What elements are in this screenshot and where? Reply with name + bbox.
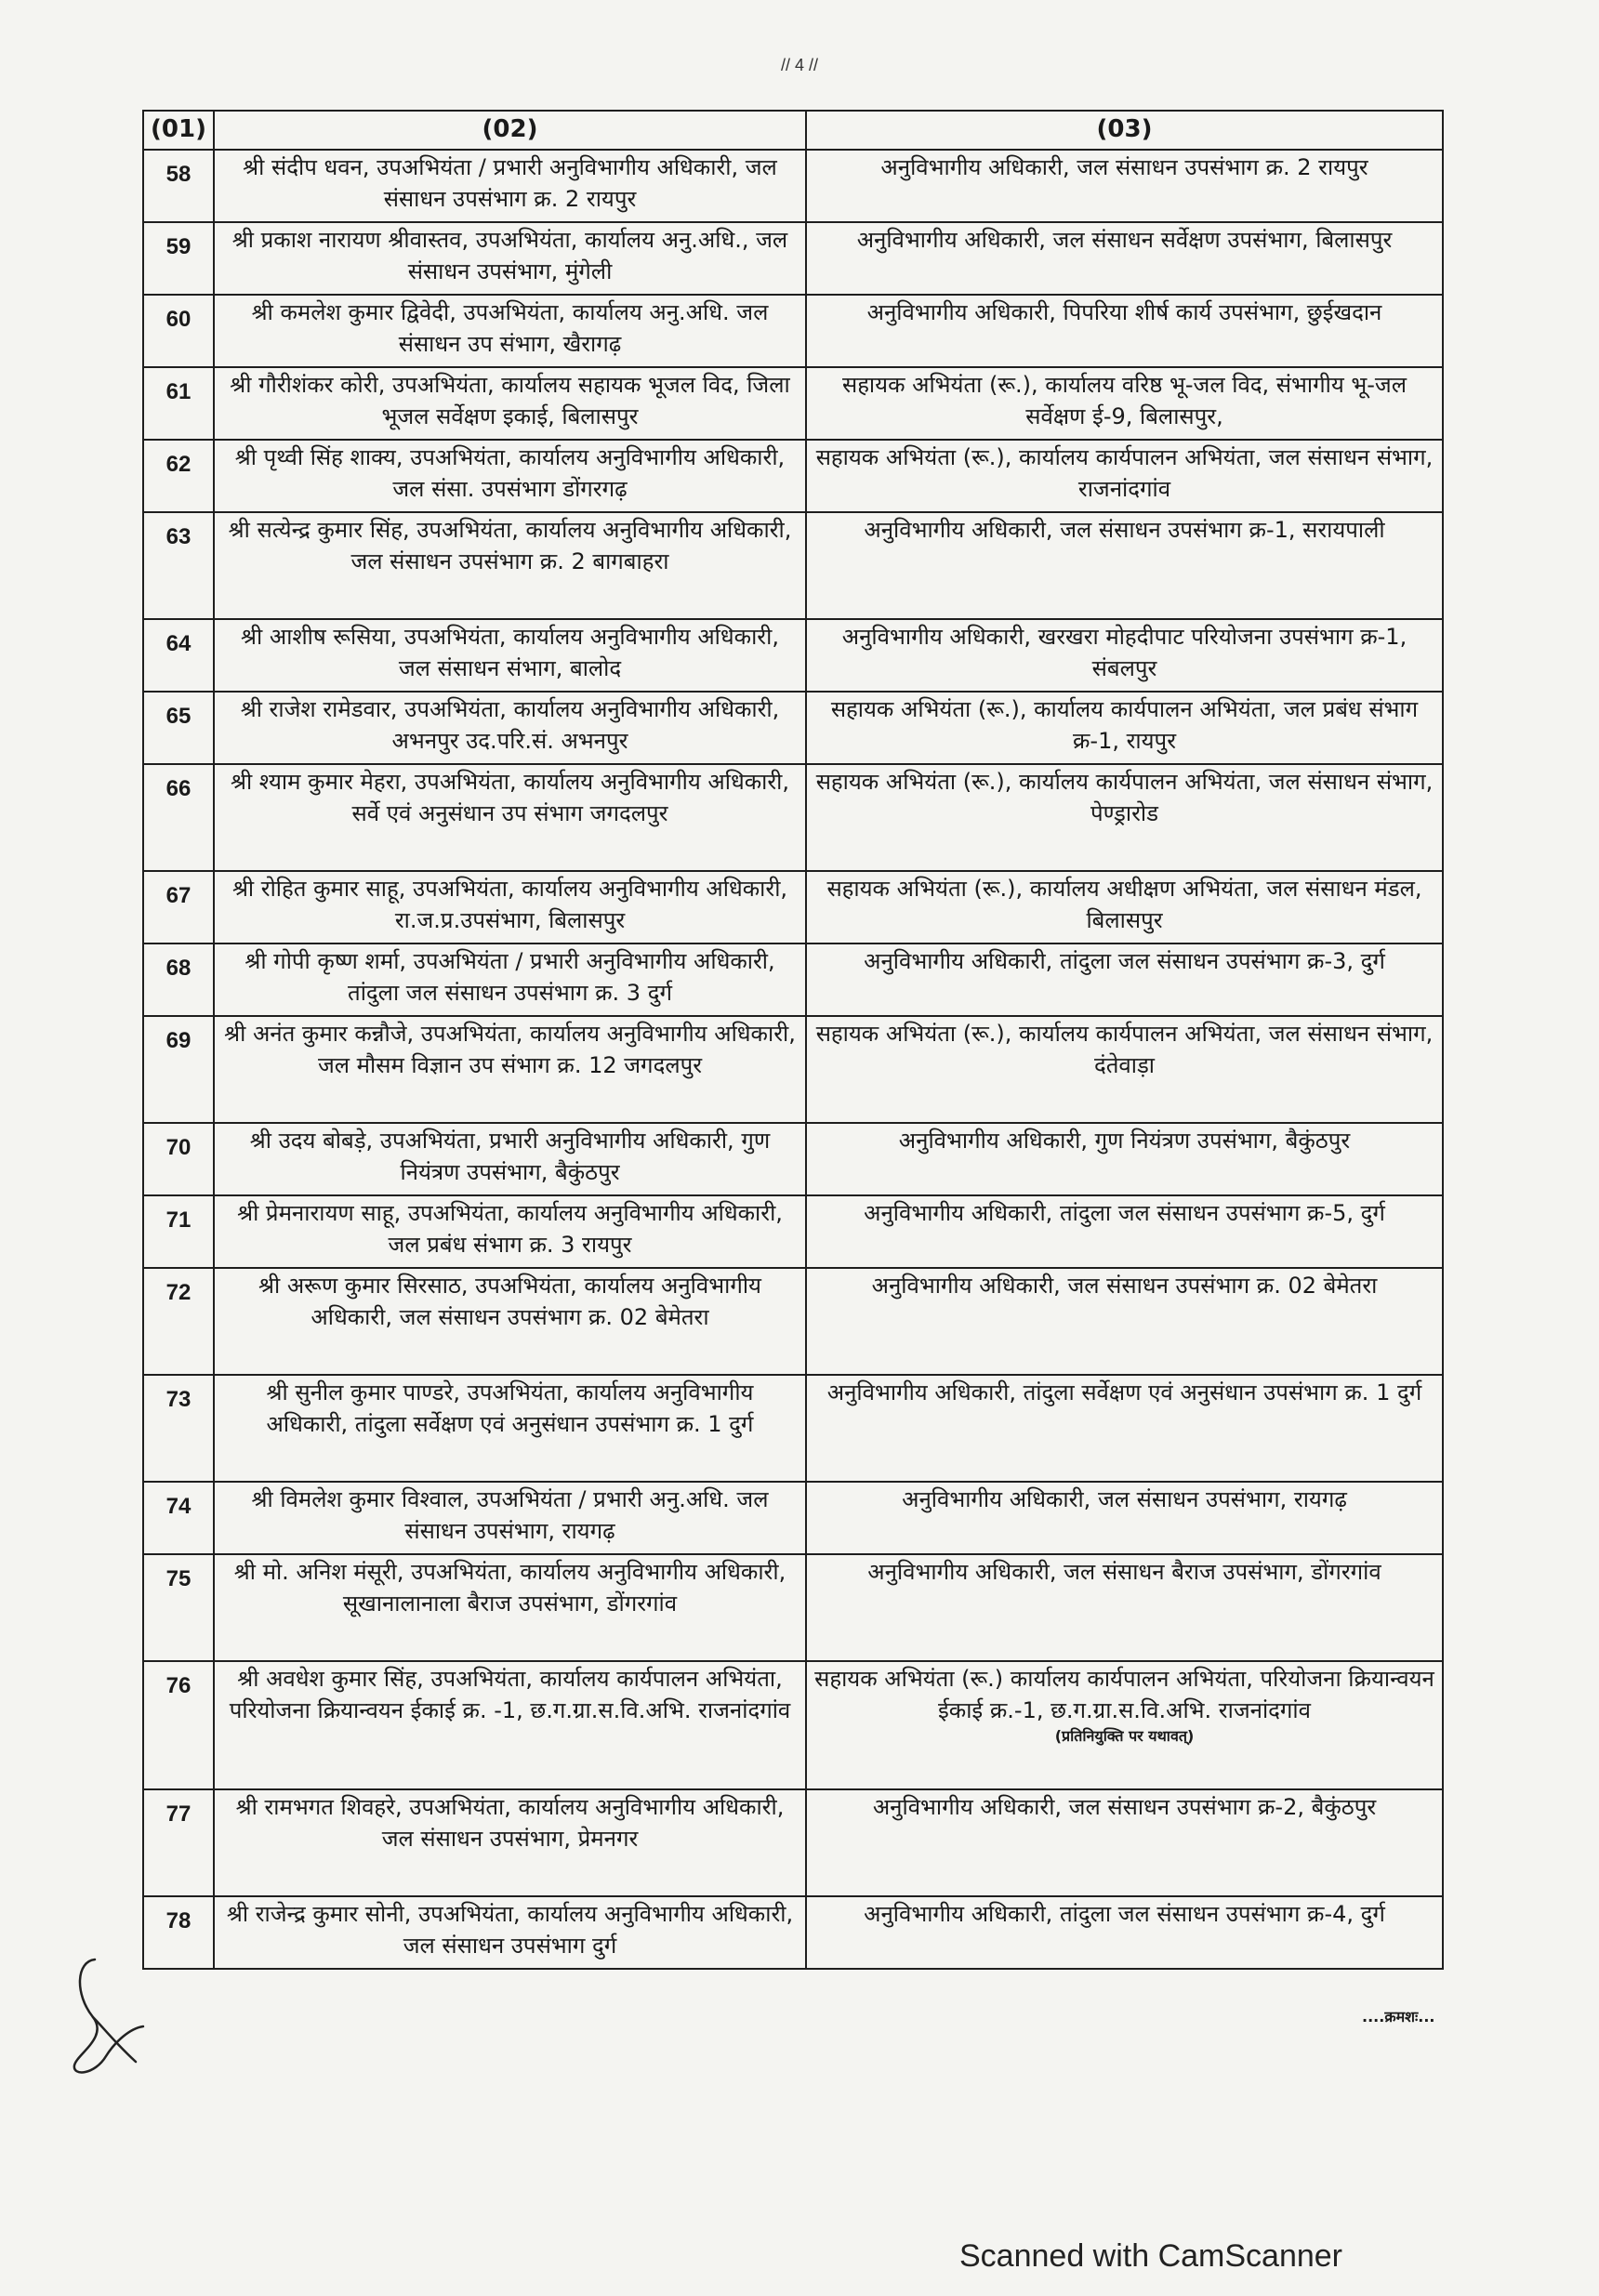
- new-posting-cell: [806, 1482, 1443, 1554]
- table-row: [143, 1789, 1443, 1896]
- serial-number: 75: [143, 1554, 214, 1661]
- table-row: [143, 512, 1443, 619]
- new-posting-cell: [806, 1896, 1443, 1969]
- serial-number: 69: [143, 1016, 214, 1123]
- new-posting: अनुविभागीय अधिकारी, गुण नियंत्रण उपसंभाग, बैकुंठपुर: [898, 1128, 1351, 1154]
- signature-mark: [58, 1952, 151, 2082]
- new-posting: सहायक अभियंता (रू.), कार्यालय कार्यपालन अभियंता, जल संसाधन संभाग, राजनांदगांव: [815, 444, 1434, 502]
- serial-number: 58: [143, 150, 214, 222]
- new-posting-cell: [806, 1554, 1443, 1661]
- new-posting-cell: [806, 222, 1443, 295]
- officer-name-current-post: श्री आशीष रूसिया, उपअभियंता, कार्यालय अनुविभागीय अधिकारी, जल संसाधन संभाग, बालोद: [214, 619, 806, 692]
- officer-name-current-post: श्री अरूण कुमार सिरसाठ, उपअभियंता, कार्यालय अनुविभागीय अधिकारी, जल संसाधन उपसंभाग क्र. 02 बेमेतरा: [214, 1268, 806, 1375]
- table-row: [143, 1554, 1443, 1661]
- table-row: [143, 440, 1443, 512]
- header-col-2: (02): [214, 111, 806, 150]
- table-row: [143, 764, 1443, 871]
- new-posting-cell: [806, 512, 1443, 619]
- table-row: [143, 1268, 1443, 1375]
- officer-name-current-post: श्री सत्येन्द्र कुमार सिंह, उपअभियंता, कार्यालय अनुविभागीय अधिकारी, जल संसाधन उपसंभाग क्र. 2 बागबाहरा: [214, 512, 806, 619]
- new-posting-cell: [806, 619, 1443, 692]
- serial-number: 66: [143, 764, 214, 871]
- officer-name-current-post: श्री सुनील कुमार पाण्डरे, उपअभियंता, कार्यालय अनुविभागीय अधिकारी, तांदुला सर्वेक्षण एवं अनुसंधान उपसंभाग क्र. 1 दुर्ग: [214, 1375, 806, 1482]
- new-posting: अनुविभागीय अधिकारी, खरखरा मोहदीपाट परियोजना उपसंभाग क्र-1, संबलपुर: [841, 624, 1407, 681]
- officer-name-current-post: श्री प्रकाश नारायण श्रीवास्तव, उपअभियंता, कार्यालय अनु.अधि., जल संसाधन उपसंभाग, मुंगेली: [214, 222, 806, 295]
- new-posting-cell: [806, 295, 1443, 367]
- table-row: [143, 150, 1443, 222]
- new-posting: अनुविभागीय अधिकारी, जल संसाधन उपसंभाग क्र-1, सरायपाली: [864, 517, 1385, 543]
- new-posting-cell: [806, 1375, 1443, 1482]
- officer-name-current-post: श्री रोहित कुमार साहू, उपअभियंता, कार्यालय अनुविभागीय अधिकारी, रा.ज.प्र.उपसंभाग, बिलासपुर: [214, 871, 806, 943]
- serial-number: 73: [143, 1375, 214, 1482]
- serial-number: 77: [143, 1789, 214, 1896]
- table-header-row: [143, 111, 1443, 150]
- new-posting: अनुविभागीय अधिकारी, जल संसाधन उपसंभाग क्र. 02 बेमेतरा: [871, 1273, 1378, 1299]
- new-posting: अनुविभागीय अधिकारी, जल संसाधन बैराज उपसंभाग, डोंगरगांव: [867, 1559, 1381, 1585]
- officer-name-current-post: श्री गोपी कृष्ण शर्मा, उपअभियंता / प्रभारी अनुविभागीय अधिकारी, तांदुला जल संसाधन उपसंभाग क्र. 3 दुर्ग: [214, 943, 806, 1016]
- new-posting: सहायक अभियंता (रू.) कार्यालय कार्यपालन अभियंता, परियोजना क्रियान्वयन ईकाई क्र.-1, छ.ग.ग्रा.स.वि.अभि. राजनांदगांव: [814, 1666, 1434, 1723]
- serial-number: 78: [143, 1896, 214, 1969]
- header-col-1: (01): [143, 111, 214, 150]
- officer-name-current-post: श्री अवधेश कुमार सिंह, उपअभियंता, कार्यालय कार्यपालन अभियंता, परियोजना क्रियान्वयन ईकाई क्र. -1, छ.ग.ग्रा.स.वि.अभि. राजनांदगांव: [214, 1661, 806, 1789]
- header-col-3: (03): [806, 111, 1443, 150]
- continued-note: ....क्रमशः...: [1362, 2008, 1435, 2025]
- serial-number: 67: [143, 871, 214, 943]
- officer-name-current-post: श्री रामभगत शिवहरे, उपअभियंता, कार्यालय अनुविभागीय अधिकारी, जल संसाधन उपसंभाग, प्रेमनगर: [214, 1789, 806, 1896]
- new-posting: सहायक अभियंता (रू.), कार्यालय कार्यपालन अभियंता, जल संसाधन संभाग, पेण्ड्रारोड: [815, 769, 1434, 826]
- transfer-table: [142, 110, 1444, 1970]
- officer-name-current-post: श्री गौरीशंकर कोरी, उपअभियंता, कार्यालय सहायक भूजल विद, जिला भूजल सर्वेक्षण इकाई, बिलासपुर: [214, 367, 806, 440]
- table-row: [143, 692, 1443, 764]
- new-posting-cell: [806, 1123, 1443, 1195]
- table-row: [143, 1482, 1443, 1554]
- table-row: [143, 1016, 1443, 1123]
- officer-name-current-post: श्री श्याम कुमार मेहरा, उपअभियंता, कार्यालय अनुविभागीय अधिकारी, सर्वे एवं अनुसंधान उप संभाग जगदलपुर: [214, 764, 806, 871]
- table-row: [143, 1195, 1443, 1268]
- new-posting-cell: [806, 1268, 1443, 1375]
- new-posting: अनुविभागीय अधिकारी, जल संसाधन उपसंभाग क्र-2, बैकुंठपुर: [872, 1794, 1377, 1820]
- new-posting-cell: [806, 367, 1443, 440]
- serial-number: 65: [143, 692, 214, 764]
- new-posting: अनुविभागीय अधिकारी, जल संसाधन सर्वेक्षण उपसंभाग, बिलासपुर: [856, 227, 1393, 253]
- officer-name-current-post: श्री पृथ्वी सिंह शाक्य, उपअभियंता, कार्यालय अनुविभागीय अधिकारी, जल संसा. उपसंभाग डोंगरगढ़: [214, 440, 806, 512]
- serial-number: 76: [143, 1661, 214, 1789]
- new-posting-cell: [806, 764, 1443, 871]
- serial-number: 72: [143, 1268, 214, 1375]
- officer-name-current-post: श्री प्रेमनारायण साहू, उपअभियंता, कार्यालय अनुविभागीय अधिकारी, जल प्रबंध संभाग क्र. 3 रायपुर: [214, 1195, 806, 1268]
- new-posting: सहायक अभियंता (रू.), कार्यालय कार्यपालन अभियंता, जल प्रबंध संभाग क्र-1, रायपुर: [830, 696, 1419, 754]
- serial-number: 68: [143, 943, 214, 1016]
- officer-name-current-post: श्री राजेन्द्र कुमार सोनी, उपअभियंता, कार्यालय अनुविभागीय अधिकारी, जल संसाधन उपसंभाग दुर्ग: [214, 1896, 806, 1969]
- new-posting-cell: [806, 871, 1443, 943]
- page-number: // 4 //: [780, 56, 819, 74]
- serial-number: 70: [143, 1123, 214, 1195]
- table-row: [143, 295, 1443, 367]
- new-posting: अनुविभागीय अधिकारी, पिपरिया शीर्ष कार्य उपसंभाग, छुईखदान: [866, 299, 1382, 325]
- new-posting-cell: [806, 1016, 1443, 1123]
- posting-note: (प्रतिनियुक्ति पर यथावत्): [1054, 1727, 1195, 1745]
- table-row: [143, 1375, 1443, 1482]
- serial-number: 64: [143, 619, 214, 692]
- officer-name-current-post: श्री संदीप धवन, उपअभियंता / प्रभारी अनुविभागीय अधिकारी, जल संसाधन उपसंभाग क्र. 2 रायपुर: [214, 150, 806, 222]
- serial-number: 71: [143, 1195, 214, 1268]
- table-row: [143, 1661, 1443, 1789]
- new-posting: अनुविभागीय अधिकारी, तांदुला सर्वेक्षण एवं अनुसंधान उपसंभाग क्र. 1 दुर्ग: [826, 1379, 1422, 1405]
- table-row: [143, 1896, 1443, 1969]
- new-posting-cell: [806, 150, 1443, 222]
- new-posting-cell: [806, 943, 1443, 1016]
- new-posting-cell: [806, 1789, 1443, 1896]
- table-row: [143, 367, 1443, 440]
- serial-number: 59: [143, 222, 214, 295]
- serial-number: 62: [143, 440, 214, 512]
- new-posting-cell: [806, 1661, 1443, 1789]
- table-row: [143, 222, 1443, 295]
- table-row: [143, 619, 1443, 692]
- new-posting-cell: [806, 692, 1443, 764]
- officer-name-current-post: श्री विमलेश कुमार विश्वाल, उपअभियंता / प्रभारी अनु.अधि. जल संसाधन उपसंभाग, रायगढ़: [214, 1482, 806, 1554]
- serial-number: 60: [143, 295, 214, 367]
- table-row: [143, 943, 1443, 1016]
- table-row: [143, 871, 1443, 943]
- new-posting: अनुविभागीय अधिकारी, तांदुला जल संसाधन उपसंभाग क्र-5, दुर्ग: [864, 1200, 1385, 1226]
- officer-name-current-post: श्री उदय बोबड़े, उपअभियंता, प्रभारी अनुविभागीय अधिकारी, गुण नियंत्रण उपसंभाग, बैकुंठपुर: [214, 1123, 806, 1195]
- officer-name-current-post: श्री मो. अनिश मंसूरी, उपअभियंता, कार्यालय अनुविभागीय अधिकारी, सूखानालानाला बैराज उपसंभाग, डोंगरगांव: [214, 1554, 806, 1661]
- new-posting-cell: [806, 440, 1443, 512]
- serial-number: 61: [143, 367, 214, 440]
- scanner-watermark: Scanned with CamScanner: [959, 2238, 1343, 2274]
- new-posting: अनुविभागीय अधिकारी, तांदुला जल संसाधन उपसंभाग क्र-3, दुर्ग: [864, 948, 1385, 974]
- new-posting: अनुविभागीय अधिकारी, तांदुला जल संसाधन उपसंभाग क्र-4, दुर्ग: [864, 1901, 1385, 1927]
- officer-name-current-post: श्री अनंत कुमार कन्नौजे, उपअभियंता, कार्यालय अनुविभागीय अधिकारी, जल मौसम विज्ञान उप संभाग क्र. 12 जगदलपुर: [214, 1016, 806, 1123]
- serial-number: 74: [143, 1482, 214, 1554]
- new-posting: अनुविभागीय अधिकारी, जल संसाधन उपसंभाग, रायगढ़: [902, 1486, 1347, 1512]
- new-posting-cell: [806, 1195, 1443, 1268]
- new-posting: अनुविभागीय अधिकारी, जल संसाधन उपसंभाग क्र. 2 रायपुर: [880, 154, 1368, 180]
- officer-name-current-post: श्री राजेश रामेडवार, उपअभियंता, कार्यालय अनुविभागीय अधिकारी, अभनपुर उद.परि.सं. अभनपुर: [214, 692, 806, 764]
- new-posting: सहायक अभियंता (रू.), कार्यालय अधीक्षण अभियंता, जल संसाधन मंडल, बिलासपुर: [826, 876, 1422, 933]
- new-posting: सहायक अभियंता (रू.), कार्यालय वरिष्ठ भू-जल विद, संभागीय भू-जल सर्वेक्षण ई-9, बिलासपुर,: [841, 372, 1407, 429]
- officer-name-current-post: श्री कमलेश कुमार द्विवेदी, उपअभियंता, कार्यालय अनु.अधि. जल संसाधन उप संभाग, खैरागढ़: [214, 295, 806, 367]
- new-posting: सहायक अभियंता (रू.), कार्यालय कार्यपालन अभियंता, जल संसाधन संभाग, दंतेवाड़ा: [815, 1021, 1434, 1078]
- serial-number: 63: [143, 512, 214, 619]
- table-row: [143, 1123, 1443, 1195]
